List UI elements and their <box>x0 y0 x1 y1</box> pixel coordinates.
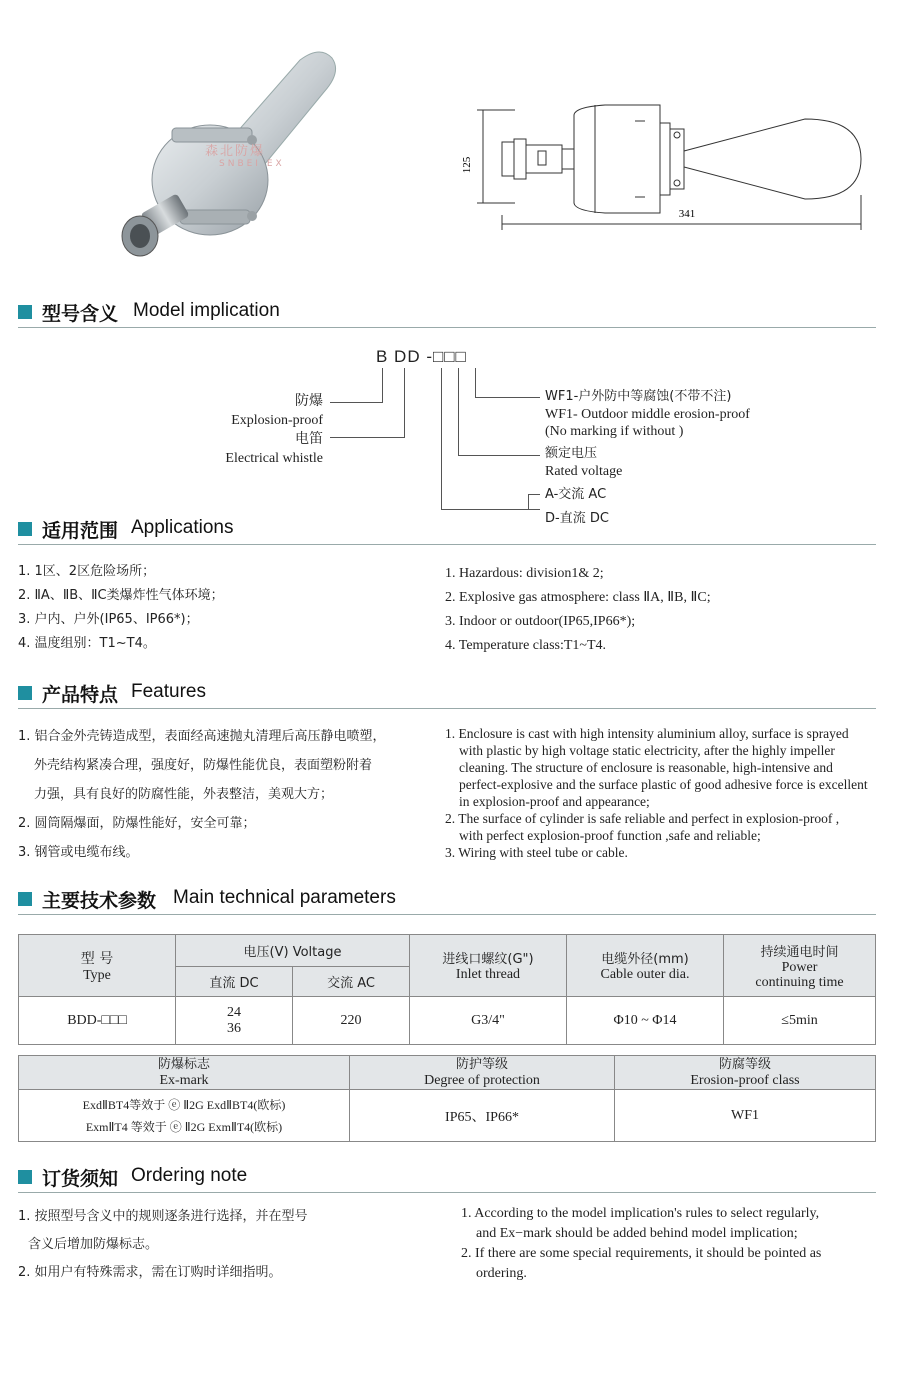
app-en-item: 1. Hazardous: division1& 2; <box>445 566 604 581</box>
line-wf1-h <box>475 397 540 398</box>
cell-cable: Φ10 ~ Φ14 <box>567 997 724 1045</box>
feat-en-item: with plastic by high voltage static electricity, after the highly impeller <box>459 743 835 758</box>
watermark-en: SNBEI EX <box>219 159 285 169</box>
section-marker <box>18 305 32 319</box>
line-whistle-h <box>330 437 405 438</box>
th-inlet-cn: 进线口螺纹(G") <box>442 952 534 967</box>
section-title-cn: 适用范围 <box>42 520 119 542</box>
th-erosion-cn: 防腐等级 <box>718 1056 771 1072</box>
th-exmark-en: Ex-mark <box>159 1072 209 1088</box>
feat-en-item: 1. Enclosure is cast with high intensity aluminium alloy, surface is sprayed <box>445 726 849 741</box>
section-title-en: Ordering note <box>131 1165 248 1186</box>
label-explosion-cn: 防爆 <box>295 393 323 409</box>
cell-exmark <box>19 1090 350 1142</box>
th-exmark <box>19 1056 350 1090</box>
label-wf1-note: (No marking if without ) <box>545 424 684 439</box>
section-marker <box>18 1170 32 1184</box>
order-cn-item: 1. 按照型号含义中的规则逐条进行选择，并在型号 <box>18 1209 308 1224</box>
line-wf1 <box>475 368 476 398</box>
length-label: 341 <box>678 208 696 220</box>
order-en-item: 2. If there are some special requirements, it should be pointed as <box>461 1246 822 1261</box>
line-acdc <box>441 368 442 509</box>
cell-dc-2: 36 <box>227 1020 241 1036</box>
model-right-labels <box>545 388 875 530</box>
th-erosion-en: Erosion-proof class <box>690 1072 800 1088</box>
app-en-item: 3. Indoor or outdoor(IP65,IP66*); <box>445 614 636 629</box>
th-power <box>724 935 876 997</box>
th-type <box>19 935 176 997</box>
section-title-en: Applications <box>131 517 234 538</box>
watermark-cn: 森北防爆 <box>205 144 266 159</box>
label-voltage-en: Rated voltage <box>545 464 623 479</box>
feat-cn-item: 1. 铝合金外壳铸造成型，表面经高速抛丸清理后高压静电喷塑， <box>18 729 386 744</box>
section-applications <box>18 514 876 545</box>
line-voltage <box>458 368 459 455</box>
cell-protect: IP65、IP66* <box>350 1090 615 1142</box>
section-marker <box>18 686 32 700</box>
label-dc: D-直流 DC <box>545 511 609 526</box>
app-cn-item: 4. 温度组别：T1~T4。 <box>18 636 156 651</box>
ordering-en <box>461 1204 886 1284</box>
line-voltage-h <box>458 455 540 456</box>
line-ac-h <box>528 494 540 495</box>
watermark <box>205 140 285 169</box>
order-en-item: 1. According to the model implication's rules to select regularly, <box>461 1206 820 1221</box>
cell-time: ≤5min <box>724 997 876 1045</box>
label-whistle-cn: 电笛 <box>295 431 323 447</box>
th-power-cn: 持续通电时间 <box>760 945 839 960</box>
feat-en-item: with perfect explosion-proof function ,safe and reliable; <box>459 828 761 843</box>
cell-erosion: WF1 <box>615 1090 876 1142</box>
th-cable-en: Cable outer dia. <box>600 967 690 982</box>
feat-en-item: cleaning. The structure of enclosure is reasonable, high-intensive and <box>459 760 833 775</box>
label-wf1-cn: WF1-户外防中等腐蚀(不带不注) <box>545 389 732 404</box>
section-marker <box>18 522 32 536</box>
line-ac-v <box>528 494 529 510</box>
cell-exmark-1: ExdⅡBT4等效于 ⓔ Ⅱ2G ExdⅡBT4(欧标) <box>82 1097 286 1112</box>
section-features <box>18 678 876 709</box>
dimension-drawing <box>455 85 875 235</box>
section-marker <box>18 892 32 906</box>
th-protect-cn: 防护等级 <box>455 1056 508 1072</box>
order-en-item: and Ex−mark should be added behind model implication; <box>476 1226 798 1241</box>
feat-cn-item: 2. 圆筒隔爆面，防爆性能好，安全可靠； <box>18 816 256 831</box>
th-power-en2: continuing time <box>755 975 844 990</box>
order-en-item: ordering. <box>476 1266 527 1281</box>
feat-en-item: perfect-explosive and the surface plastic of good adhesive force is excellent <box>459 777 868 792</box>
app-cn-item: 2. ⅡA、ⅡB、ⅡC类爆炸性气体环境； <box>18 588 224 603</box>
order-cn-item: 2. 如用户有特殊需求，需在订购时详细指明。 <box>18 1265 282 1280</box>
th-voltage: 电压(V) Voltage <box>176 935 410 967</box>
label-voltage-cn: 额定电压 <box>545 446 598 461</box>
app-cn-item: 1. 1区、2区危险场所； <box>18 564 156 579</box>
th-exmark-cn: 防爆标志 <box>157 1056 210 1072</box>
height-label: 125 <box>461 156 473 174</box>
cell-type: BDD-□□□ <box>19 997 176 1045</box>
app-en-item: 4. Temperature class:T1~T4. <box>445 638 607 653</box>
section-model-implication <box>18 297 876 328</box>
app-en-item: 2. Explosive gas atmosphere: class ⅡA, ⅡB, ⅡC; <box>445 590 711 605</box>
label-whistle-en: Electrical whistle <box>225 451 323 466</box>
th-erosion <box>615 1056 876 1090</box>
feat-cn-item: 外壳结构紧凑合理，强度好，防爆性能优良，表面塑粉附着 <box>34 758 373 773</box>
feat-cn-item: 3. 钢管或电缆布线。 <box>18 845 139 860</box>
app-cn-item: 3. 户内、户外(IP65、IP66*)； <box>18 612 199 627</box>
label-ac: A-交流 AC <box>545 487 607 502</box>
section-title-cn: 型号含义 <box>42 303 119 325</box>
section-title-en: Features <box>131 681 206 702</box>
line-dc-h <box>441 509 540 510</box>
order-cn-item: 含义后增加防爆标志。 <box>28 1237 159 1252</box>
th-cable-cn: 电缆外径(mm) <box>601 952 689 967</box>
features-en <box>445 725 885 861</box>
section-title-cn: 主要技术参数 <box>42 890 157 912</box>
section-title-en: Model implication <box>133 300 280 321</box>
section-params <box>18 884 876 915</box>
th-protect <box>350 1056 615 1090</box>
feat-en-item: 3. Wiring with steel tube or cable. <box>445 845 628 860</box>
th-ac: 交流 AC <box>293 967 410 997</box>
ordering-cn <box>18 1203 308 1287</box>
feat-cn-item: 力强，具有良好的防腐性能，外表整洁，美观大方； <box>34 787 334 802</box>
th-inlet-en: Inlet thread <box>455 967 521 982</box>
line-explosion <box>382 368 383 402</box>
applications-en <box>445 562 711 658</box>
section-ordering <box>18 1162 876 1193</box>
section-title-en: Main technical parameters <box>173 887 396 908</box>
th-type-cn: 型 号 <box>80 950 114 967</box>
section-title-cn: 产品特点 <box>42 684 119 706</box>
th-dc: 直流 DC <box>176 967 293 997</box>
label-explosion-en: Explosion-proof <box>231 413 323 428</box>
th-cable <box>567 935 724 997</box>
cell-ac: 220 <box>293 997 410 1045</box>
exmark-table <box>18 1055 876 1142</box>
model-left-labels <box>180 392 323 468</box>
cell-dc <box>176 997 293 1045</box>
th-type-en: Type <box>83 967 111 983</box>
applications-cn <box>18 560 224 656</box>
model-code: B DD -□□□ <box>376 347 467 366</box>
section-title-cn: 订货须知 <box>42 1168 119 1190</box>
label-wf1-en: WF1- Outdoor middle erosion-proof <box>545 407 750 422</box>
th-inlet <box>410 935 567 997</box>
features-cn <box>18 722 428 867</box>
params-table <box>18 934 876 1045</box>
line-explosion-h <box>330 402 383 403</box>
th-power-en1: Power <box>781 960 818 975</box>
cell-exmark-2: ExmⅡT4 等效于 ⓔ Ⅱ2G ExmⅡT4(欧标) <box>85 1119 283 1134</box>
feat-en-item: 2. The surface of cylinder is safe reliable and perfect in explosion-proof , <box>445 811 840 826</box>
cell-dc-1: 24 <box>227 1004 241 1020</box>
th-protect-en: Degree of protection <box>424 1072 540 1088</box>
line-whistle <box>404 368 405 438</box>
feat-en-item: in explosion-proof and appearance; <box>459 794 650 809</box>
cell-inlet: G3/4" <box>410 997 567 1045</box>
